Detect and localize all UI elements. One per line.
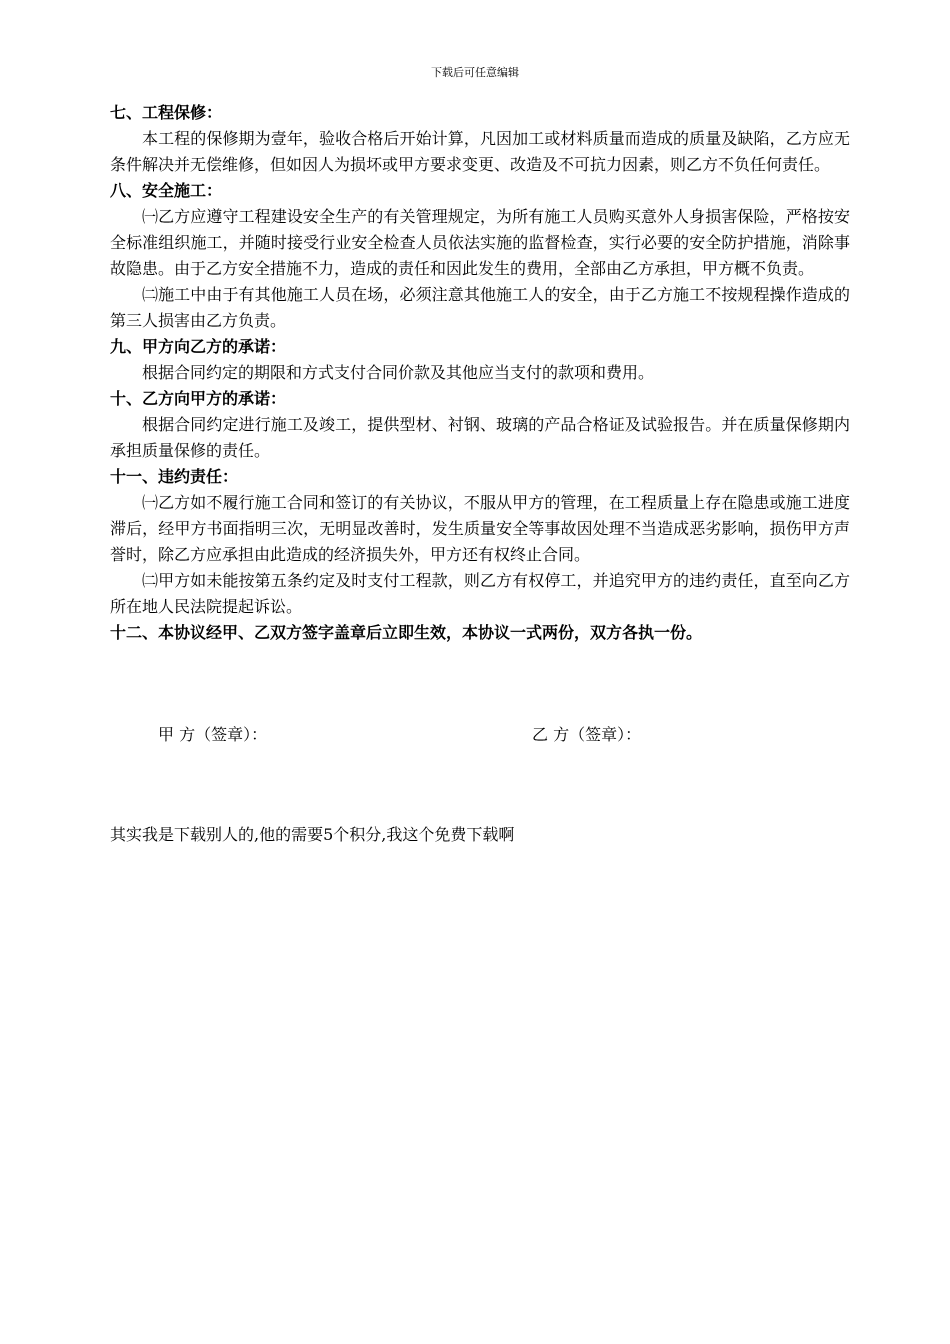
section-heading: 八、安全施工： [110,181,223,200]
section-9 [110,334,850,386]
section-11 [110,464,850,620]
section-10 [110,386,850,464]
header-note: 下载后可任意编辑 [431,66,519,79]
section-heading: 九、甲方向乙方的承诺： [110,337,287,356]
section-paragraph: 根据合同约定的期限和方式支付合同价款及其他应当支付的款项和费用。 [142,363,655,382]
party-a-signature: 甲 方（签章）： [158,725,268,744]
section-paragraph: ㈡甲方如未能按第五条约定及时支付工程款，则乙方有权停工，并追究甲方的违约责任，直至向乙方所在地人民法院提起诉讼。 [110,571,850,616]
section-heading: 七、工程保修： [110,103,223,122]
section-heading: 十、乙方向甲方的承诺： [110,389,287,408]
section-paragraph: 本工程的保修期为壹年，验收合格后开始计算，凡因加工或材料质量而造成的质量及缺陷，乙方应无条件解决并无偿维修，但如因人为损坏或甲方要求变更、改造及不可抗力因素，则乙方不负任何责任。 [110,129,850,174]
section-7 [110,100,850,178]
footer-note: 其实我是下载别人的,他的需要5个积分,我这个免费下载啊 [110,825,515,844]
section-8 [110,178,850,334]
section-heading: 十一、违约责任： [110,467,239,486]
party-b-signature: 乙 方（签章）： [532,725,642,744]
section-paragraph: ㈠乙方应遵守工程建设安全生产的有关管理规定，为所有施工人员购买意外人身损害保险，严格按安全标准组织施工，并随时接受行业安全检查人员依法实施的监督检查，实行必要的安全防护措施，消除事故隐患。由于乙方安全措施不力，造成的责任和因此发生的费用，全部由乙方承担，甲方概不负责。 [110,207,850,278]
section-paragraph: 根据合同约定进行施工及竣工，提供型材、衬钢、玻璃的产品合格证及试验报告。并在质量保修期内承担质量保修的责任。 [110,415,850,460]
section-paragraph: ㈡施工中由于有其他施工人员在场，必须注意其他施工人的安全，由于乙方施工不按规程操作造成的第三人损害由乙方负责。 [110,285,850,330]
section-paragraph: ㈠乙方如不履行施工合同和签订的有关协议，不服从甲方的管理，在工程质量上存在隐患或施工进度滞后，经甲方书面指明三次，无明显改善时，发生质量安全等事故因处理不当造成恶劣影响，损伤甲方声誉时，除乙方应承担由此造成的经济损失外，甲方还有权终止合同。 [110,493,850,564]
section-heading: 十二、本协议经甲、乙双方签字盖章后立即生效，本协议一式两份，双方各执一份。 [110,623,703,642]
section-12 [110,620,850,646]
document-body [110,100,850,646]
signature-block [110,722,850,748]
